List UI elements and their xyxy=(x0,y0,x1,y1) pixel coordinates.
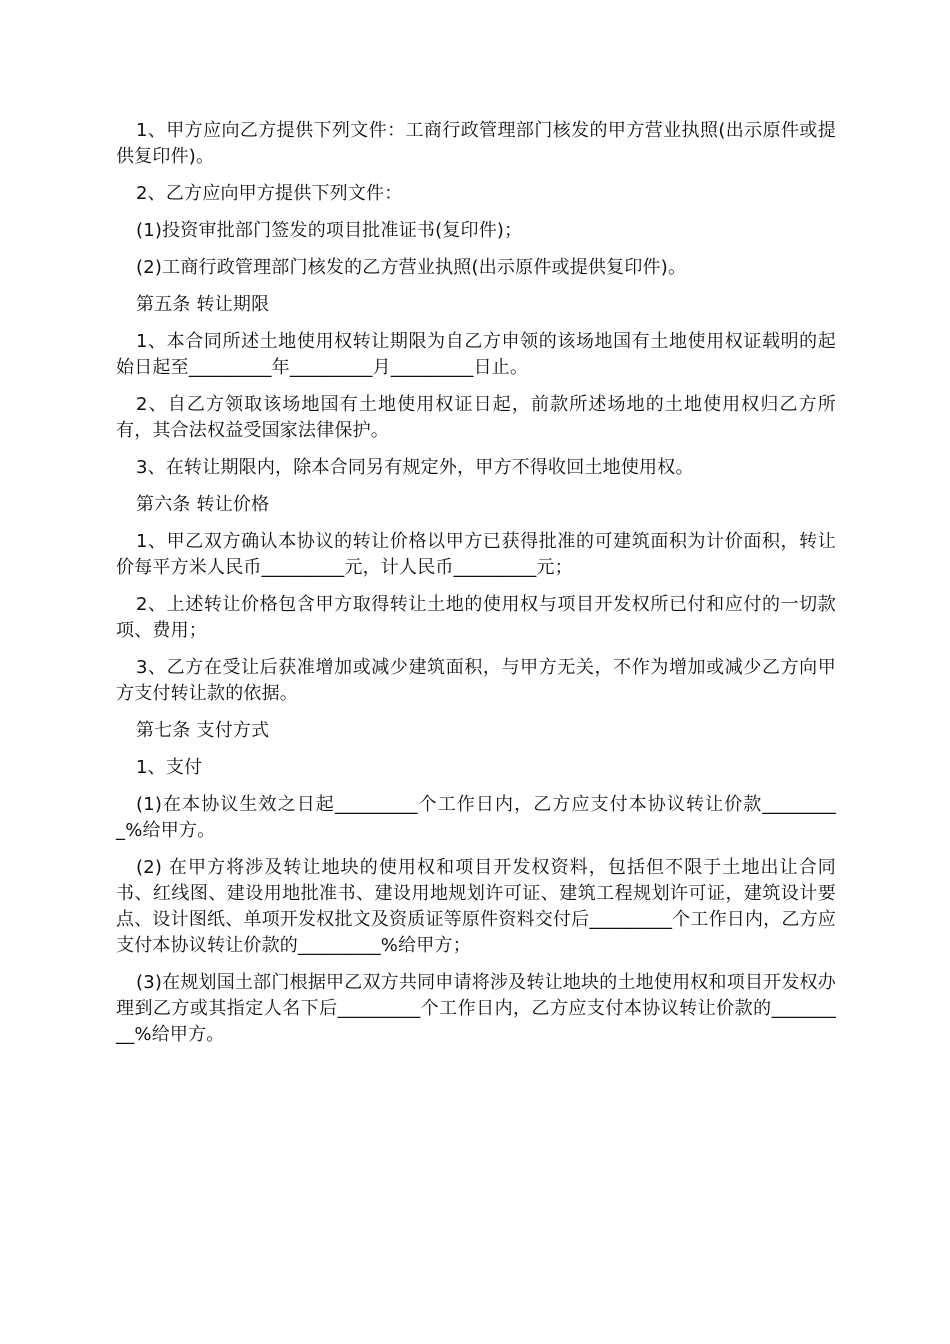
section-heading-5: 第五条 转让期限 xyxy=(136,294,270,315)
paragraph-6: 1、本合同所述土地使用权转让期限为自乙方申领的该场地国有土地使用权证载明的起始日起至_________年_________月_________日止。 xyxy=(116,331,836,378)
paragraph-7: 2、自乙方领取该场地国有土地使用权证日起，前款所述场地的土地使用权归乙方所有，其合法权益受国家法律保护。 xyxy=(116,394,836,441)
section-heading-6: 第六条 转让价格 xyxy=(136,494,270,515)
paragraph-4: (2)工商行政管理部门核发的乙方营业执照(出示原件或提供复印件)。 xyxy=(136,257,687,278)
document-body xyxy=(116,118,836,1059)
paragraph-8: 3、在转让期限内，除本合同另有规定外，甲方不得收回土地使用权。 xyxy=(136,457,694,478)
paragraph-11: 2、上述转让价格包含甲方取得转让土地的使用权与项目开发权所已付和应付的一切款项、费用； xyxy=(116,594,836,641)
paragraph-17: (3)在规划国土部门根据甲乙双方共同申请将涉及转让地块的土地使用权和项目开发权办理到乙方或其指定人名下后_________个工作日内，乙方应支付本协议转让价款的_________%给甲方。 xyxy=(116,972,836,1045)
section-heading-7: 第七条 支付方式 xyxy=(136,720,270,741)
paragraph-16: (2) 在甲方将涉及转让地块的使用权和项目开发权资料，包括但不限于土地出让合同书、红线图、建设用地批准书、建设用地规划许可证、建筑工程规划许可证，建筑设计要点、设计图纸、单项开发权批文及资质证等原件资料交付后_________个工作日内，乙方应支付本协议转让价款的_________%给甲方； xyxy=(116,857,836,956)
paragraph-10: 1、甲乙双方确认本协议的转让价格以甲方已获得批准的可建筑面积为计价面积，转让价每平方米人民币_________元，计人民币_________元； xyxy=(116,531,836,578)
paragraph-3: (1)投资审批部门签发的项目批准证书(复印件)； xyxy=(136,220,523,241)
paragraph-15: (1)在本协议生效之日起_________个工作日内，乙方应支付本协议转让价款_________%给甲方。 xyxy=(116,794,836,841)
paragraph-14: 1、支付 xyxy=(136,757,203,778)
paragraph-2: 2、乙方应向甲方提供下列文件： xyxy=(136,183,403,204)
paragraph-12: 3、乙方在受让后获准增加或减少建筑面积，与甲方无关，不作为增加或减少乙方向甲方支付转让款的依据。 xyxy=(116,657,836,704)
paragraph-1: 1、甲方应向乙方提供下列文件：工商行政管理部门核发的甲方营业执照(出示原件或提供复印件)。 xyxy=(116,120,836,167)
